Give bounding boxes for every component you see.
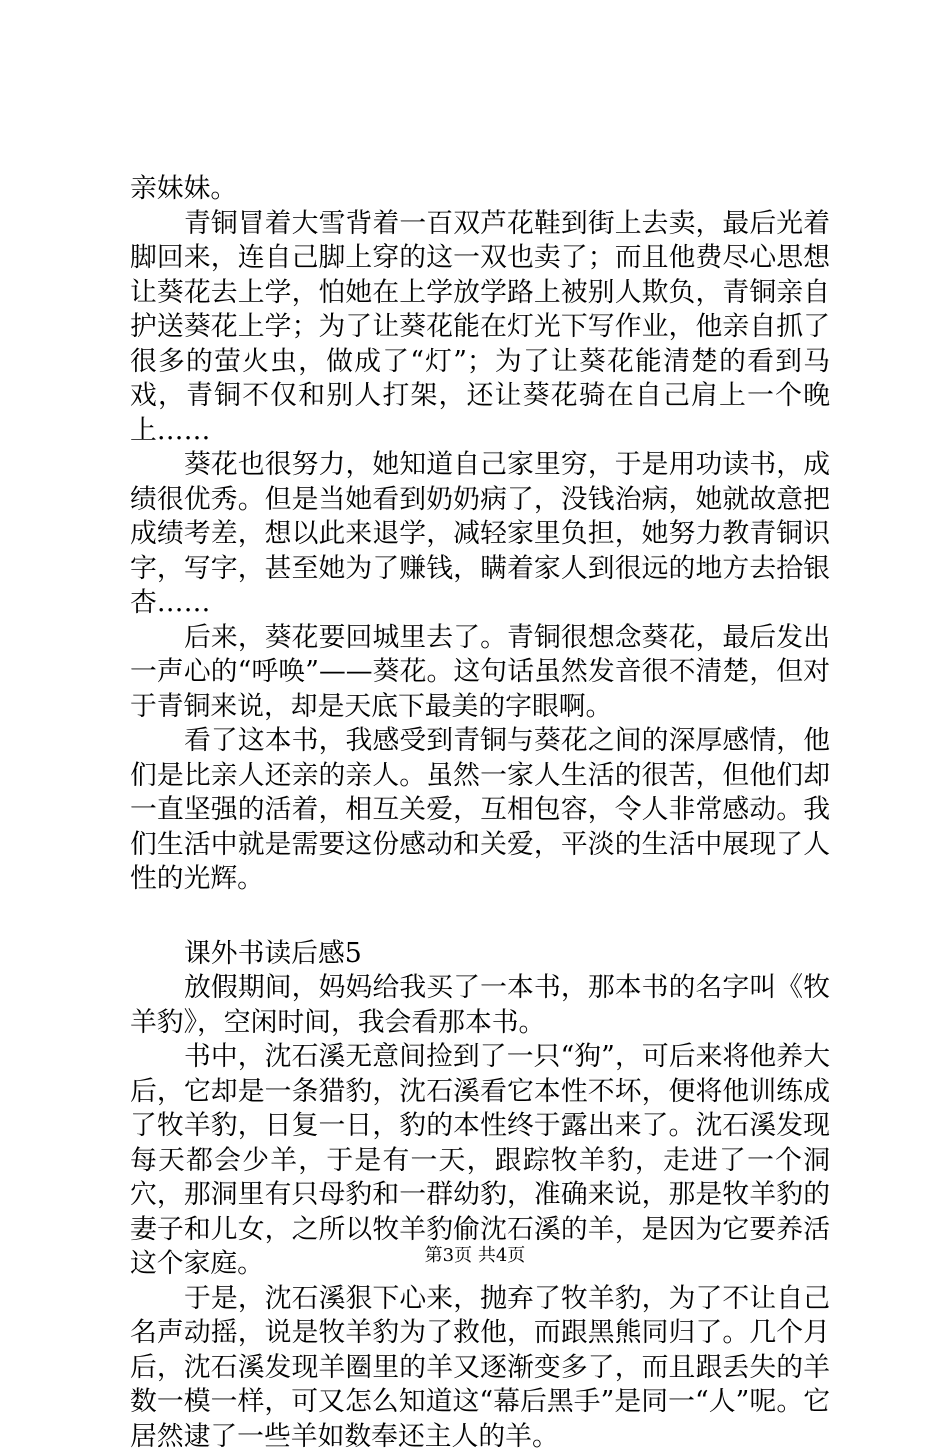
section-spacer <box>130 897 830 937</box>
paragraph: 青铜冒着大雪背着一百双芦花鞋到街上去卖，最后光着脚回来，连自己脚上穿的这一双也卖了；而且他费尽心思想让葵花去上学，怕她在上学放学路上被别人欺负，青铜亲自护送葵花上学；为了让葵花能在灯光下写作业，他亲自抓了很多的萤火虫，做成了“灯”；为了让葵花能清楚的看到马戏，青铜不仅和别人打架，还让葵花骑在自己肩上一个晚上…… <box>130 207 830 449</box>
paragraph: 放假期间，妈妈给我买了一本书，那本书的名字叫《牧羊豹》，空闲时间，我会看那本书。 <box>130 971 830 1040</box>
paragraph: 后来，葵花要回城里去了。青铜很想念葵花，最后发出一声心的“呼唤”——葵花。这句话虽然发音很不清楚，但对于青铜来说，却是天底下最美的字眼啊。 <box>130 621 830 725</box>
paragraph-continuation: 亲妹妹。 <box>130 172 830 207</box>
paragraph: 于是，沈石溪狠下心来，抛弃了牧羊豹，为了不让自己名声动摇，说是牧羊豹为了救他，而跟黑熊同归了。几个月后，沈石溪发现羊圈里的羊又逐渐变多了，而且跟丢失的羊数一模一样，可又怎么知道这“幕后黑手”是同一“人”呢。它居然逮了一些羊如数奉还主人的羊。 <box>130 1282 830 1454</box>
paragraph: 看了这本书，我感受到青铜与葵花之间的深厚感情，他们是比亲人还亲的亲人。虽然一家人生活的很苦，但他们却一直坚强的活着，相互关爱，互相包容，令人非常感动。我们生活中就是需要这份感动和关爱，平淡的生活中展现了人性的光辉。 <box>130 724 830 897</box>
paragraph: 书中，沈石溪无意间捡到了一只“狗”，可后来将他养大后，它却是一条猎豹，沈石溪看它本性不坏，便将他训练成了牧羊豹，日复一日，豹的本性终于露出来了。沈石溪发现每天都会少羊，于是有一天，跟踪牧羊豹，走进了一个洞穴，那洞里有只母豹和一群幼豹，准确来说，那是牧羊豹的妻子和儿女，之所以牧羊豹偷沈石溪的羊，是因为它要养活这个家庭。 <box>130 1040 830 1282</box>
section-heading: 课外书读后感5 <box>130 937 830 972</box>
page-footer: 第3页 共4页 <box>0 1244 950 1268</box>
paragraph: 葵花也很努力，她知道自己家里穷，于是用功读书，成绩很优秀。但是当她看到奶奶病了，没钱治病，她就故意把成绩考差，想以此来退学，减轻家里负担，她努力教青铜识字，写字，甚至她为了赚钱，瞒着家人到很远的地方去拾银杏…… <box>130 448 830 621</box>
